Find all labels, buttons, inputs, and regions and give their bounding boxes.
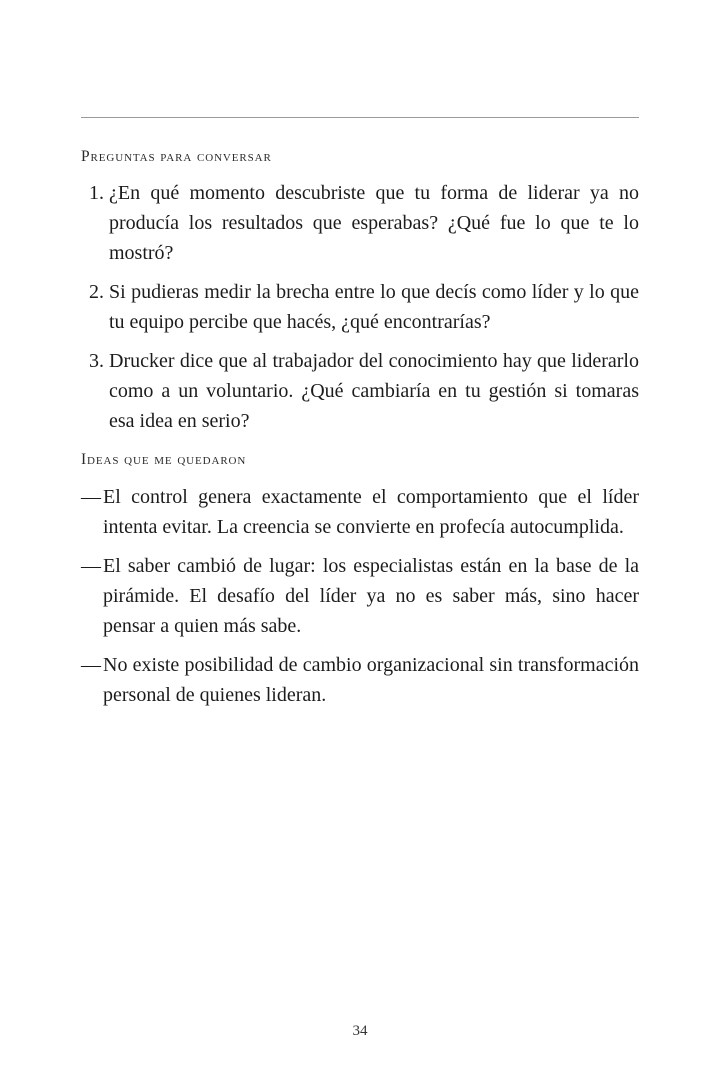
question-number: 1. — [89, 182, 104, 204]
page-number: 34 — [352, 1023, 368, 1039]
idea-item — [81, 551, 639, 641]
dash-marker: — — [81, 555, 101, 577]
idea-item — [81, 650, 639, 710]
question-text: ¿En qué momento descubriste que tu forma de liderar ya no producía los resultados que esperabas? ¿Qué fue lo que te lo mostró? — [109, 182, 639, 264]
question-item — [81, 346, 639, 436]
ideas-heading: Ideas que me quedaron — [81, 451, 247, 468]
questions-heading: Preguntas para conversar — [81, 148, 272, 165]
question-item — [81, 277, 639, 337]
idea-text: No existe posibilidad de cambio organizacional sin transformación personal de quienes lideran. — [103, 654, 639, 706]
idea-item — [81, 482, 639, 542]
question-item — [81, 178, 639, 268]
ideas-list — [81, 482, 639, 719]
questions-list — [81, 178, 639, 445]
idea-text: El saber cambió de lugar: los especialistas están en la base de la pirámide. El desafío del líder ya no es saber más, sino hacer pensar a quien más sabe. — [103, 555, 639, 637]
top-rule — [81, 117, 639, 118]
question-number: 3. — [89, 350, 104, 372]
dash-marker: — — [81, 654, 101, 676]
question-text: Si pudieras medir la brecha entre lo que decís como líder y lo que tu equipo percibe que hacés, ¿qué encontrarías? — [109, 281, 639, 333]
idea-text: El control genera exactamente el comportamiento que el líder intenta evitar. La creencia se convierte en profecía autocumplida. — [103, 486, 639, 538]
question-number: 2. — [89, 281, 104, 303]
dash-marker: — — [81, 486, 101, 508]
question-text: Drucker dice que al trabajador del conocimiento hay que liderarlo como a un voluntario. ¿Qué cambiaría en tu gestión si tomaras esa idea en serio? — [109, 350, 639, 432]
